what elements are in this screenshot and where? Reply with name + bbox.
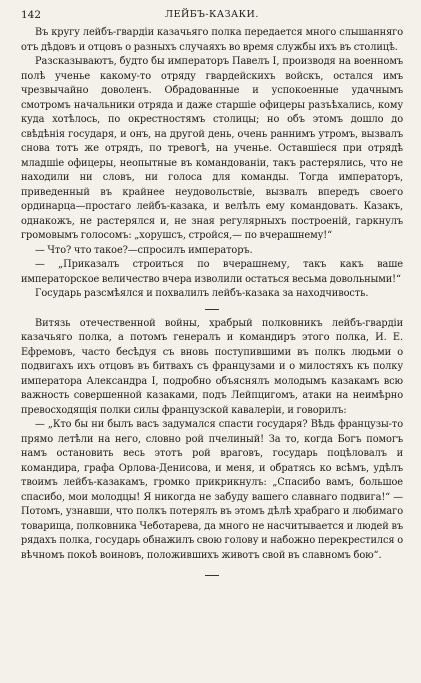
paragraph: Въ кругу лейбъ-гвардiи казачьяго полка передается много слышанняго отъ дѣдовъ и отцовъ о разныхъ случаяхъ во время службы ихъ въ столицѣ.	[21, 27, 403, 53]
paragraph: Разсказываютъ, будто бы императоръ Павелъ I, производя на военномъ полѣ ученье какому-то отряду гвардейскихъ войскъ, остался имъ чрезвычайно доволенъ. Обрадованные и успокоенные удачнымъ смотромъ начальники отряда и даже старшiе офицеры разъѣхались, кому куда хотѣлось, по окрестностямъ столицы; но объ этомъ дошло до свѣдѣнiя государя, и онъ, на другой день, очень раннимъ утромъ, вызвалъ снова тотъ же отрядъ, по тревогѣ, на ученье. Оставшiеся при отрядѣ младшiе офицеры, неопытные въ командованiи, такъ растерялись, что не находили ни словъ, ни голоса для команды. Тогда императоръ, приведенный въ крайнее неудовольствiе, вызвалъ впередъ своего ординарца—простаго лейбъ-казака, и велѣлъ ему командовать. Казакъ, однакожъ, не растерялся и, не зная регулярныхъ построенiй, гаркнулъ громовымъ голосомъ: „хорушсъ, стройся,— по вчерашнему!“	[21, 56, 403, 241]
page-header	[21, 8, 403, 26]
paragraph: Государь разсмѣялся и похвалилъ лейбъ-казака за находчивость.	[35, 288, 369, 299]
paragraph: — „Кто бы ни былъ васъ задумался спасти государя? Вѣдь французы-то прямо летѣли на него, словно рой пчелиный! За то, когда Богъ помогъ намъ остановить весь этотъ рой враговъ, государь поцѣловалъ и командира, графа Орлова-Денисова, и меня, и обратясь ко всѣмъ, удѣлъ твоимъ лейбъ-казакамъ, громко прикрикнулъ: „Спасибо вамъ, большое спасибо, мои молодцы! Я никогда не забуду вашего славнаго подвига!“ — Потомъ, узнавши, что полкъ потерялъ въ этомъ дѣлѣ храбраго и любимаго товарища, полковника Чеботарева, да много не насчитывается и людей въ рядахъ полка, государь обнажилъ свою голову и набожно перекрестился о вѣчномъ покоѣ воиновъ, положившихъ животъ свой въ славномъ бою“.	[21, 419, 403, 561]
section-bottom	[21, 317, 403, 564]
running-title: ЛЕЙБЪ-КАЗАКИ.	[165, 9, 259, 20]
section-divider	[205, 309, 219, 310]
paragraph: — „Приказалъ строиться по вчерашнему, такъ какъ ваше императорское величество вчера изволили остаться весьма довольными!“	[21, 259, 403, 285]
section-divider	[205, 575, 219, 576]
paragraph: — Что? что такое?—спросилъ императоръ.	[35, 244, 253, 256]
paragraph: Витязь отечественной войны, храбрый полковникъ лейбъ-гвардiи казачьяго полка, а потомъ генералъ и командиръ этого полка, И. Е. Ефремовъ, часто бесѣдуя съ вновь поступившими въ полкъ людьми о подвигахъ ихъ отцовъ въ битвахъ съ французами и о милостяхъ къ полку императора Александра I, подробно объяснялъ молодымъ казакамъ всю важность совершенной казаками, подъ Лейпцигомъ, атаки на неимѣрно превосходящiя полки силы французской кавалерiи, и говорилъ:	[21, 317, 403, 416]
section-top	[21, 26, 403, 302]
page-number: 142	[21, 9, 42, 21]
